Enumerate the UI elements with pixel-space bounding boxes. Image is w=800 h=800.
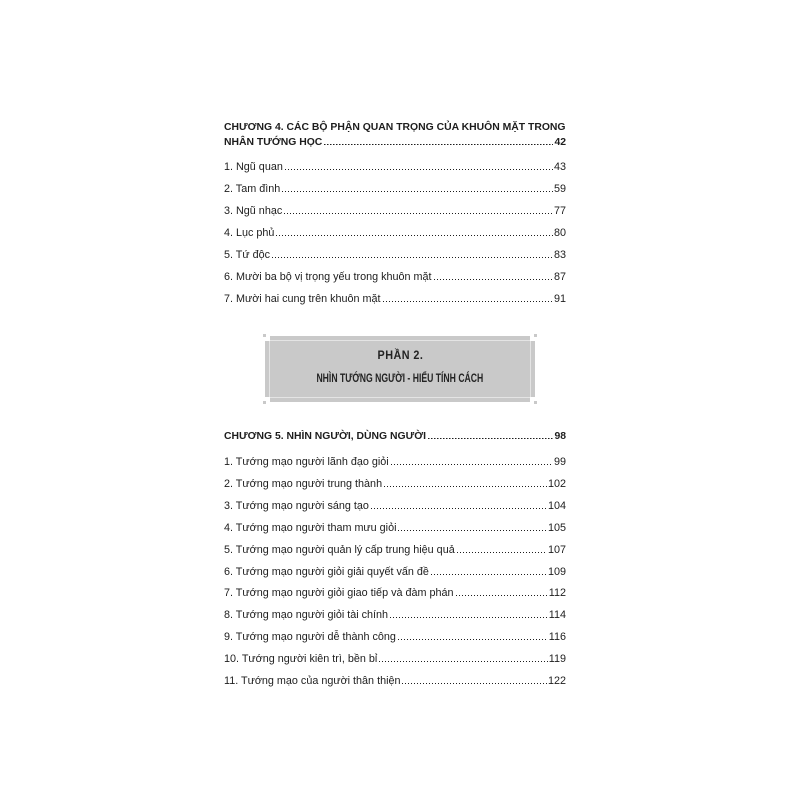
- toc-entry-page-number: 99: [553, 456, 566, 468]
- toc-entry-title: 8. Tướng mạo người giỏi tài chính: [224, 609, 389, 622]
- dot-leader: [276, 235, 553, 236]
- toc-entry-page-number: 59: [553, 183, 566, 195]
- toc-entry: [224, 156, 566, 178]
- banner-corner-ornament: [530, 397, 535, 402]
- chapter-5-heading: [224, 429, 566, 444]
- toc-entry-title: 2. Tướng mạo người trung thành: [224, 477, 383, 490]
- banner-corner-ornament: [265, 336, 270, 341]
- chapter-title: CHƯƠNG 5. NHÌN NGƯỜI, DÙNG NGƯỜI: [224, 431, 426, 442]
- chapter-title-row: [224, 429, 566, 444]
- dot-leader: [383, 301, 553, 302]
- toc-entry-title: 11. Tướng mạo của người thân thiện: [224, 675, 401, 688]
- toc-entry: [224, 627, 566, 649]
- toc-entry: [224, 540, 566, 562]
- chapter-5-entry-list: [224, 452, 566, 693]
- toc-entry: [224, 671, 566, 693]
- toc-entry-title: 7. Tướng mạo người giỏi giao tiếp và đàm phán: [224, 587, 454, 600]
- part-banner: [265, 336, 535, 402]
- toc-entry-page-number: 105: [547, 521, 566, 534]
- dot-leader: [402, 683, 547, 684]
- dot-leader: [398, 639, 548, 640]
- banner-corner-ornament: [265, 397, 270, 402]
- dot-leader: [457, 552, 547, 553]
- dot-leader: [272, 257, 553, 258]
- toc-entry-title: 4. Lục phủ: [224, 227, 275, 239]
- dot-leader: [285, 169, 553, 170]
- toc-entry-page-number: 104: [547, 499, 566, 512]
- toc-entry-title: 6. Tướng mạo người giỏi giải quyết vấn đề: [224, 565, 429, 578]
- toc-entry: [224, 452, 566, 474]
- chapter-title-row: [224, 135, 566, 150]
- toc-entry-page-number: 107: [547, 543, 566, 556]
- dot-leader: [390, 617, 548, 618]
- toc-entry-page-number: 109: [547, 565, 566, 578]
- part-label-text: PHẦN 2.: [377, 348, 423, 362]
- toc-entry: [224, 200, 566, 222]
- dot-leader: [284, 213, 553, 214]
- toc-entry-title: 6. Mười ba bộ vị trọng yếu trong khuôn mặt: [224, 271, 432, 283]
- toc-entry-title: 10. Tướng người kiên trì, bền bỉ: [224, 653, 378, 666]
- dot-leader: [434, 279, 553, 280]
- toc-entry-page-number: 116: [548, 631, 566, 644]
- toc-entry: [224, 244, 566, 266]
- toc-entry-title: 1. Tướng mạo người lãnh đạo giỏi: [224, 456, 389, 468]
- chapter-title-line: CHƯƠNG 4. CÁC BỘ PHẬN QUAN TRỌNG CỦA KHUÔN MẶT TRONG: [224, 122, 566, 133]
- toc-entry-page-number: 80: [553, 227, 566, 239]
- toc-entry-page-number: 122: [547, 675, 566, 688]
- toc-entry: [224, 288, 566, 310]
- dot-leader: [391, 464, 553, 465]
- toc-entry-page-number: 87: [553, 271, 566, 283]
- toc-entry: [224, 474, 566, 496]
- toc-entry-page-number: 112: [548, 587, 566, 600]
- toc-entry: [224, 266, 566, 288]
- toc-entry-page-number: 102: [547, 477, 566, 490]
- dot-leader: [324, 144, 553, 145]
- toc-entry-title: 3. Ngũ nhạc: [224, 205, 283, 217]
- toc-entry: [224, 562, 566, 584]
- toc-entry-page-number: 83: [553, 249, 566, 261]
- part-title-text: NHÌN TƯỚNG NGƯỜI - HIỂU TÍNH CÁCH: [316, 371, 484, 385]
- dot-leader: [428, 438, 553, 439]
- toc-entry-title: 5. Tướng mạo người quản lý cấp trung hiệu quả: [224, 543, 455, 556]
- toc-entry-page-number: 77: [553, 205, 566, 217]
- toc-entry-page-number: 43: [553, 161, 566, 173]
- chapter-4-entry-list: [224, 156, 566, 310]
- toc-entry-page-number: 119: [548, 653, 566, 666]
- dot-leader: [371, 508, 547, 509]
- toc-entry: [224, 496, 566, 518]
- chapter-title-line: NHÂN TƯỚNG HỌC: [224, 137, 323, 148]
- chapter-page-number: 98: [554, 431, 566, 442]
- banner-corner-ornament: [530, 336, 535, 341]
- toc-entry: [224, 222, 566, 244]
- toc-entry-title: 5. Tứ độc: [224, 249, 271, 261]
- toc-entry-title: 2. Tam đình: [224, 183, 281, 195]
- toc-entry-title: 4. Tướng mạo người tham mưu giỏi: [224, 521, 397, 534]
- dot-leader: [398, 530, 547, 531]
- dot-leader: [379, 661, 548, 662]
- dot-leader: [282, 191, 553, 192]
- toc-entry-title: 9. Tướng mạo người dễ thành công: [224, 631, 396, 644]
- toc-entry-title: 7. Mười hai cung trên khuôn mặt: [224, 293, 381, 305]
- chapter-4-heading: [224, 120, 566, 150]
- part-title: [265, 370, 535, 386]
- toc-entry-title: 1. Ngũ quan: [224, 161, 283, 173]
- part-label: [265, 347, 535, 363]
- toc-entry: [224, 178, 566, 200]
- toc-entry: [224, 605, 566, 627]
- dot-leader: [456, 595, 548, 596]
- toc-entry-page-number: 114: [548, 609, 566, 622]
- toc-entry-page-number: 91: [553, 293, 566, 305]
- toc-entry: [224, 583, 566, 605]
- toc-entry: [224, 518, 566, 540]
- toc-entry: [224, 649, 566, 671]
- dot-leader: [431, 574, 547, 575]
- chapter-page-number: 42: [554, 137, 566, 148]
- toc-entry-title: 3. Tướng mạo người sáng tạo: [224, 499, 369, 512]
- dot-leader: [384, 486, 547, 487]
